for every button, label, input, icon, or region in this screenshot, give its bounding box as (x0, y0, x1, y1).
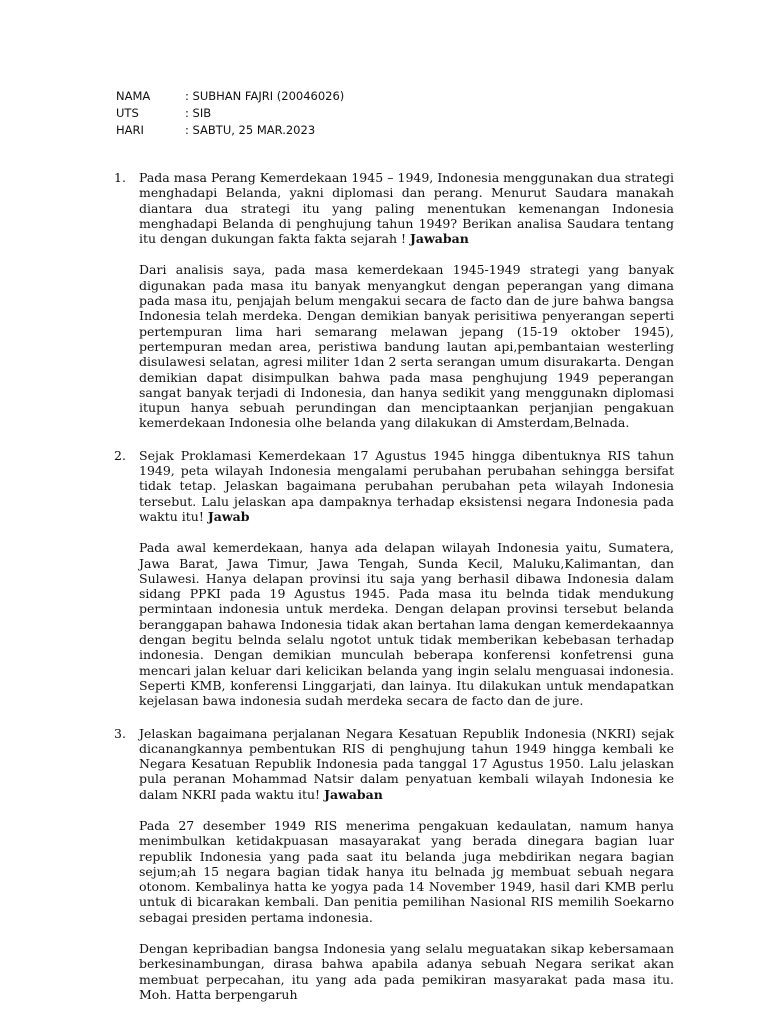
answer-paragraph: Pada 27 desember 1949 RIS menerima pengakuan kedaulatan, namum hanya menimbulkan ketidakpuasan masayarakat yang berada dinegara bagian luar republik Indonesia yang pada saat itu belanda juga mebdirikan negara bagian sejum;ah 15 negara bagian tidak hanya itu belnada jg membuat sebuah negara otonom. Kembalinya hatta ke yogya pada 14 November 1949, hasil dari KMB perlu untuk di bicarakan kembali. Dan penitia pemilihan Nasional RIS memilih Soekarno sebagai presiden pertama indonesia. (139, 817, 674, 925)
question-text (139, 170, 674, 246)
answer-label: Jawaban (409, 231, 469, 247)
answer-label: Jawab (207, 508, 250, 524)
question-number: 1. (114, 170, 126, 185)
answer-label: Jawaban (324, 786, 383, 802)
question-item-2 (114, 448, 674, 709)
answer-paragraph: Dengan kepribadian bangsa Indonesia yang selalu meguatakan sikap kebersamaan berkesinambungan, dirasa bahwa apabila adanya sebuah Negara serikat akan membuat perpecahan, itu yang ada pada pemikiran masyarakat pada masa itu. Moh. Hatta berpengaruh (139, 941, 674, 1002)
question-body: Sejak Proklamasi Kemerdekaan 17 Agustus 1945 hingga dibentuknya RIS tahun 1949, peta wilayah Indonesia mengalami perubahan perubahan sehingga bersifat tidak tetap. Jelaskan bagaimana perubahan perubahan peta wilayah Indonesia tersebut. Lalu jelaskan apa dampaknya terhadap eksistensi negara Indonesia pada waktu itu! (139, 447, 674, 524)
question-number: 2. (114, 447, 126, 463)
header-row-hari (116, 122, 344, 139)
header-label: NAMA (116, 89, 151, 103)
header-row-uts (116, 105, 344, 122)
answer-paragraph: Dari analisis saya, pada masa kemerdekaan 1945-1949 strategi yang banyak digunakan pada masa itu banyak menyangkut dengan peperangan yang dimana pada masa itu, penjajah belum mengakui secara de facto dan de jure bahwa bangsa Indonesia telah merdeka. Dengan demikian banyak perisitiwa penyerangan seperti pertempuran lima hari semarang melawan jepang (15-19 oktober 1945), pertempuran medan area, peristiwa bandung lautan api,pembantaian westerling disulawesi selatan, agresi militer 1dan 2 serta serangan umum disurakarta. Dengan demikian dapat disimpulkan bahwa pada masa penghujung 1949 peperangan sangat banyak terjadi di Indonesia, dan hanya sedikit yang menggunakn diplomasi itupun hanya sebuah perundingan dan menciptaankan perjanjian pengakuan kemerdekaan Indonesia olhe belanda yang dilakukan di Amsterdam,Belnada. (139, 262, 674, 431)
header-label: HARI (116, 123, 144, 137)
question-body: Jelaskan bagaimana perjalanan Negara Kesatuan Republik Indonesia (NKRI) sejak dicanangkannya pembentukan RIS di penghujung tahun 1949 hingga kembali ke Negara Kesatuan Republik Indonesia pada tanggal 17 Agustus 1950. Lalu jelaskan pula peranan Mohammad Natsir dalam penyatuan kembali wilayah Indonesia ke dalam NKRI pada waktu itu! (139, 725, 674, 802)
question-text (139, 726, 674, 802)
header-value: : SABTU, 25 MAR.2023 (185, 123, 316, 137)
question-text (139, 448, 674, 524)
question-item-1 (114, 170, 674, 431)
question-number: 3. (114, 725, 126, 741)
header-value: : SIB (185, 106, 212, 120)
header-row-nama (116, 88, 344, 105)
question-body: Pada masa Perang Kemerdekaan 1945 – 1949, Indonesia menggunakan dua strategi menghadapi Belanda, yakni diplomasi dan perang. Menurut Saudara manakah diantara dua strategi itu yang paling menentukan kemenangan Indonesia menghadapi Belanda di penghujung tahun 1949? Berikan analisa Saudara tentang itu dengan dukungan fakta fakta sejarah ! (139, 170, 674, 247)
header-value: : SUBHAN FAJRI (20046026) (185, 89, 345, 103)
answer-paragraph: Pada awal kemerdekaan, hanya ada delapan wilayah Indonesia yaitu, Sumatera, Jawa Barat, Jawa Timur, Jawa Tengah, Sunda Kecil, Maluku,Kalimantan, dan Sulawesi. Hanya delapan provinsi itu saja yang berhasil dibawa Indonesia dalam sidang PPKI pada 19 Agustus 1945. Pada masa itu belnda tidak mendukung permintaan indonesia untuk merdeka. Dengan delapan provinsi tersebut belanda beranggapan bahawa Indonesia tidak akan bertahan lama dengan kemerdekaannya dengan begitu belnda selalu ngotot untuk tidak memberikan kebebasan terhadap indonesia. Dengan demikian munculah beberapa konferensi konfetrensi guna mencari jalan keluar dari kelicikan belanda yang ingin selalu menguasai indonesia. Seperti KMB, konferensi Linggarjati, dan lainya. Itu dilakukan untuk mendapatkan kejelasan bawa indonesia sudah merdeka secara de facto dan de jure. (139, 540, 674, 709)
question-list (114, 170, 674, 1019)
header-label: UTS (116, 106, 139, 120)
question-item-3 (114, 726, 674, 1003)
student-header (116, 88, 344, 139)
